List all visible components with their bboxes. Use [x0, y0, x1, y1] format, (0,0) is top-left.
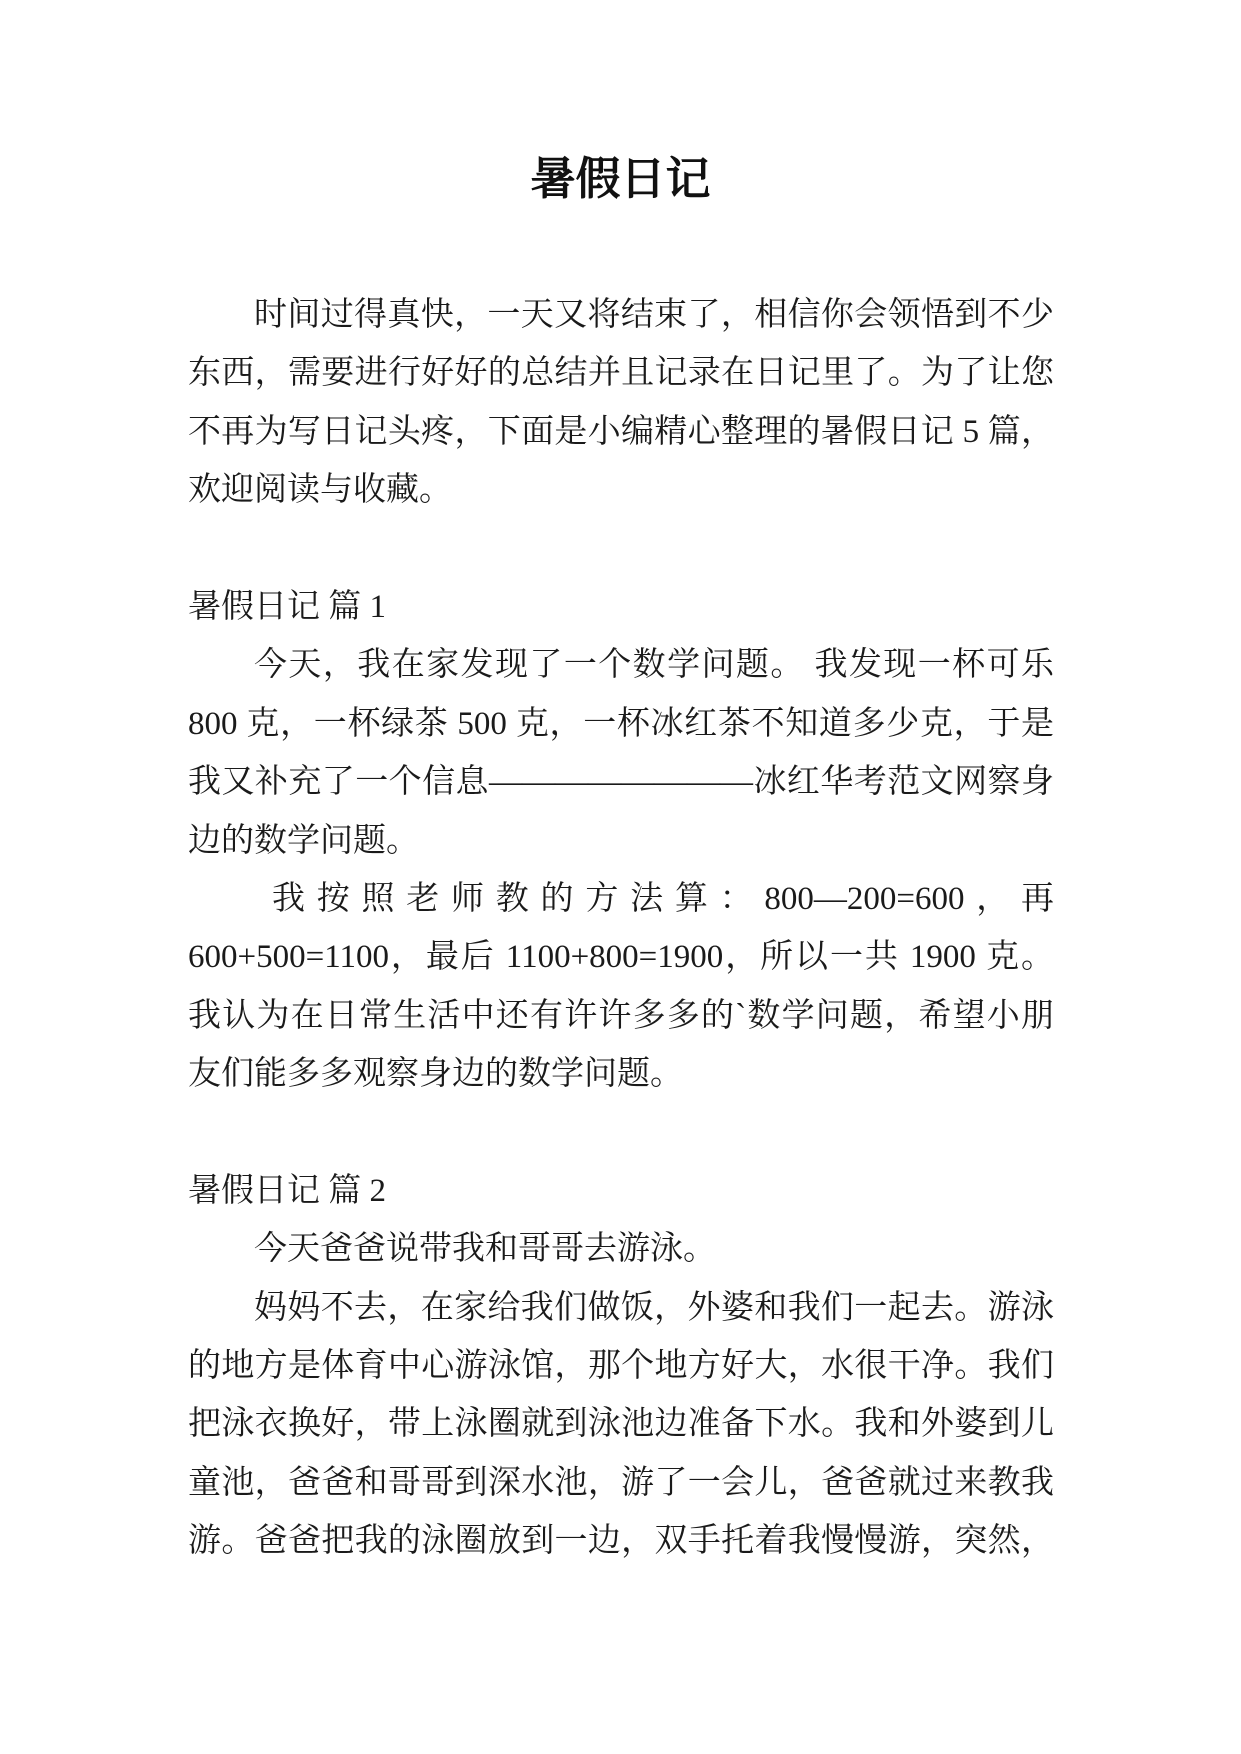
section-heading: 暑假日记 篇 2 [188, 1172, 386, 1209]
paragraph-line: 把泳衣换好，带上泳圈就到泳池边准备下水。我和外婆到儿 [188, 1406, 1054, 1443]
paragraph [188, 1279, 1054, 1571]
section-1 [188, 578, 1054, 1104]
paragraph [188, 636, 1054, 870]
paragraph-line: 800 克，一杯绿茶 500 克，一杯冰红茶不知道多少克，于是 [188, 705, 1054, 742]
paragraph-line: 600+500=1100，最后 1100+800=1900，所以一共 1900 克。 [188, 939, 1054, 976]
paragraph-line: 不再为写日记头疼，下面是小编精心整理的暑假日记 5 篇， [188, 413, 1054, 450]
blank-line [188, 520, 1054, 578]
paragraph-line: 欢迎阅读与收藏。 [188, 472, 452, 509]
paragraph-line: 的地方是体育中心游泳馆，那个地方好大，水很干净。我们 [188, 1348, 1054, 1385]
paragraph-line: 东西，需要进行好好的总结并且记录在日记里了。为了让您 [188, 355, 1054, 392]
paragraph-line: 妈妈不去，在家给我们做饭，外婆和我们一起去。游泳 [254, 1289, 1054, 1326]
paragraph-line: 时间过得真快，一天又将结束了，相信你会领悟到不少 [254, 297, 1054, 333]
paragraph-line: 游。爸爸把我的泳圈放到一边，双手托着我慢慢游，突然， [188, 1523, 1054, 1560]
blank-line [188, 1103, 1054, 1161]
section-2 [188, 1162, 1054, 1571]
paragraph-line: 我认为在日常生活中还有许许多多的`数学问题，希望小朋 [188, 997, 1054, 1034]
intro-paragraph [188, 286, 1054, 520]
paragraph-line: 边的数学问题。 [188, 822, 419, 859]
paragraph [188, 870, 1054, 1104]
paragraph-line: 童池，爸爸和哥哥到深水池，游了一会儿，爸爸就过来教我 [188, 1464, 1054, 1501]
paragraph-line: 今天爸爸说带我和哥哥去游泳。 [254, 1231, 716, 1268]
paragraph-line: 我按照老师教的方法算：800—200=600，再 [272, 880, 1054, 917]
document-body [188, 286, 1054, 1571]
paragraph-line: 友们能多多观察身边的数学问题。 [188, 1056, 683, 1093]
paragraph [188, 1220, 1054, 1278]
document-title: 暑假日记 [530, 153, 711, 204]
section-heading: 暑假日记 篇 1 [188, 588, 386, 625]
paragraph-line: 今天，我在家发现了一个数学问题。 我发现一杯可乐 [254, 647, 1054, 684]
paragraph-line: 我又补充了一个信息————————冰红华考范文网察身 [188, 764, 1054, 801]
